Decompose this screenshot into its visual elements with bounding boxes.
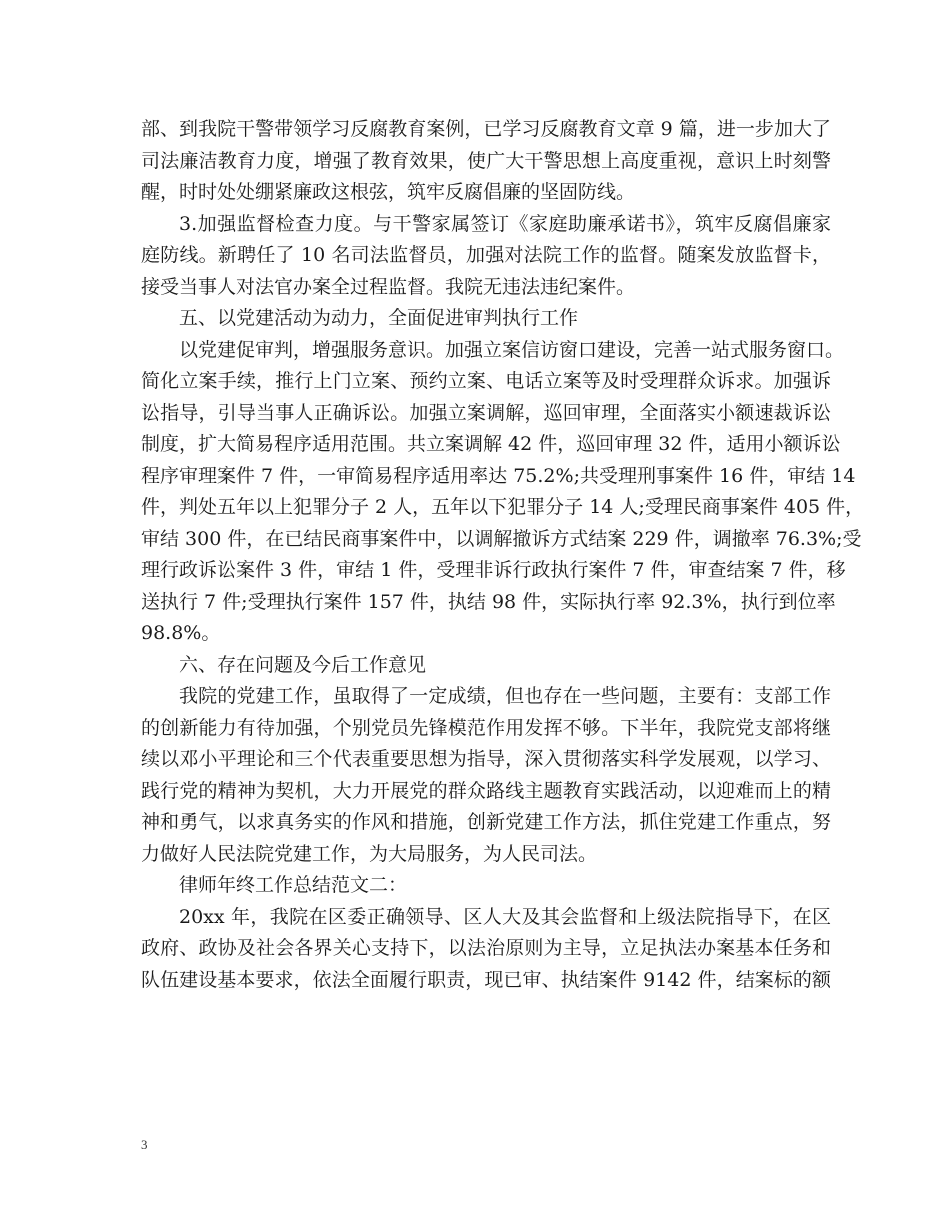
text-line: 以党建促审判，增强服务意识。加强立案信访窗口建设，完善一站式服务窗口。	[179, 338, 845, 361]
text-line: 程序审理案件 7 件，一审简易程序适用率达 75.2%;共受理刑事案件 16 件，审结 14	[141, 464, 856, 487]
text-line: 3.加强监督检查力度。与干警家属签订《家庭助廉承诺书》，筑牢反腐倡廉家	[179, 212, 831, 235]
text-line: 我院的党建工作，虽取得了一定成绩，但也存在一些问题，主要有：支部工作	[179, 685, 831, 707]
text-line: 庭防线。新聘任了 10 名司法监督员，加强对法院工作的监督。随案发放监督卡，	[141, 244, 831, 266]
text-line: 件，判处五年以上犯罪分子 2 人，五年以下犯罪分子 14 人;受理民商事案件 405 件，	[141, 496, 865, 518]
text-line: 五、以党建活动为动力，全面促进审判执行工作	[179, 307, 579, 329]
text-line: 政府、政协及社会各界关心支持下，以法治原则为主导，立足执法办案基本任务和	[141, 937, 831, 959]
text-line: 审结 300 件，在已结民商事案件中，以调解撤诉方式结案 229 件，调撤率 76.3%;受	[141, 527, 862, 550]
text-line: 98.8%。	[141, 622, 221, 644]
text-line: 部、到我院干警带领学习反腐教育案例，已学习反腐教育文章 9 篇，进一步加大了	[141, 118, 831, 140]
text-line: 制度，扩大简易程序适用范围。共立案调解 42 件，巡回审理 32 件，适用小额诉讼	[141, 433, 841, 455]
text-line: 续以邓小平理论和三个代表重要思想为指导，深入贯彻落实科学发展观，以学习、	[141, 748, 831, 770]
text-line: 队伍建设基本要求，依法全面履行职责，现已审、执结案件 9142 件，结案标的额	[141, 968, 831, 991]
text-line: 送执行 7 件;受理执行案件 157 件，执结 98 件，实际执行率 92.3%，执行到位率	[141, 590, 836, 613]
text-line: 接受当事人对法官办案全过程监督。我院无违法违纪案件。	[141, 275, 636, 298]
text-line: 践行党的精神为契机，大力开展党的群众路线主题教育实践活动，以迎难而上的精	[141, 779, 831, 802]
text-line: 神和勇气，以求真务实的作风和措施，创新党建工作方法，抓住党建工作重点，努	[141, 811, 831, 833]
text-line: 的创新能力有待加强，个别党员先锋模范作用发挥不够。下半年，我院党支部将继	[141, 716, 831, 739]
text-line: 司法廉洁教育力度，增强了教育效果，使广大干警思想上高度重视，意识上时刻警	[141, 149, 831, 172]
text-line: 力做好人民法院党建工作，为大局服务，为人民司法。	[141, 842, 598, 865]
text-line: 简化立案手续，推行上门立案、预约立案、电话立案等及时受理群众诉求。加强诉	[141, 370, 831, 392]
page-number: 3	[141, 1137, 148, 1152]
document-body	[141, 114, 865, 996]
text-line: 六、存在问题及今后工作意见	[179, 653, 427, 676]
text-line: 20xx 年，我院在区委正确领导、区人大及其会监督和上级法院指导下，在区	[179, 905, 831, 928]
text-line: 讼指导，引导当事人正确诉讼。加强立案调解，巡回审理，全面落实小额速裁诉讼	[141, 401, 831, 424]
text-line: 律师年终工作总结范文二：	[179, 874, 408, 896]
text-line: 理行政诉讼案件 3 件，审结 1 件，受理非诉行政执行案件 7 件，审查结案 7 件，移	[141, 559, 846, 581]
text-line: 醒，时时处处绷紧廉政这根弦，筑牢反腐倡廉的坚固防线。	[141, 181, 636, 203]
